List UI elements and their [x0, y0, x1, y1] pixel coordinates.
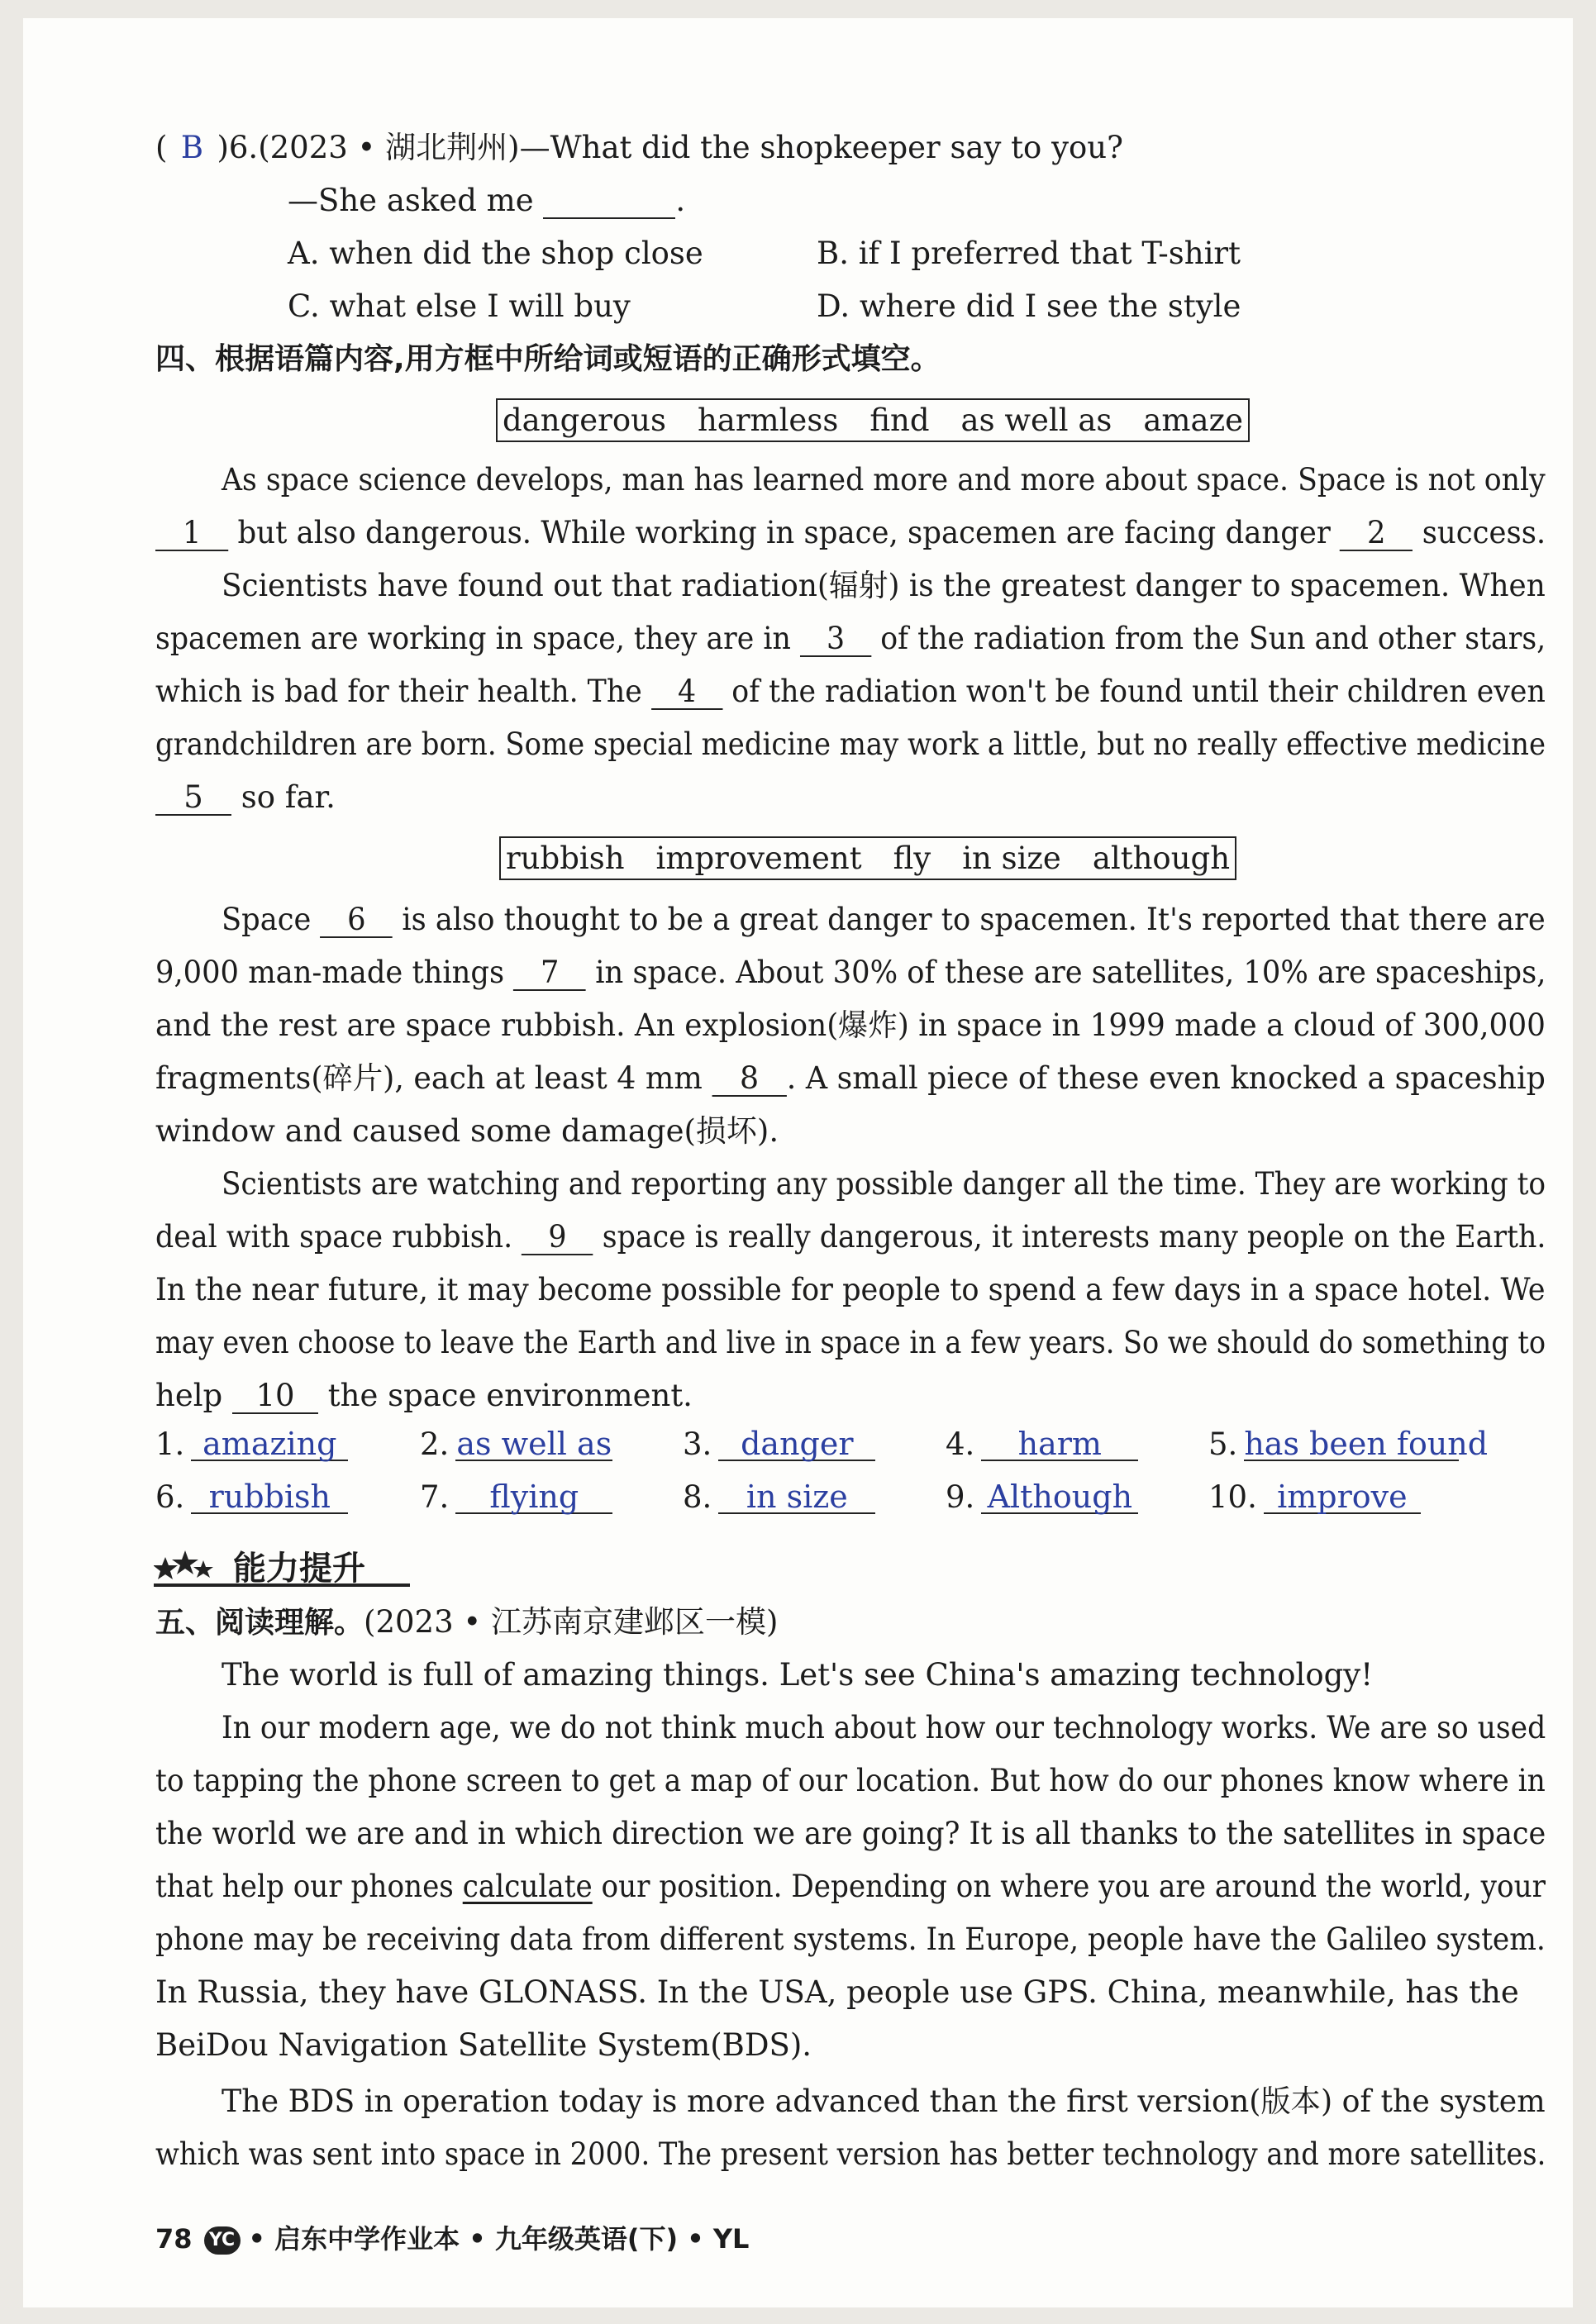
word-box-2-item: rubbish: [506, 841, 625, 876]
answer-text: in size: [718, 1481, 875, 1514]
section4-heading: 四、根据语篇内容,用方框中所给词或短语的正确形式填空。: [155, 342, 941, 376]
blank-7: 7: [513, 957, 586, 991]
answer-text: flying: [455, 1481, 612, 1514]
passage2-line: [155, 676, 1546, 710]
passage-text: 9,000 man-made things: [155, 955, 505, 990]
answer-6: [155, 1481, 348, 1514]
q6-answer: B: [180, 130, 204, 165]
reading-line: The BDS in operation today is more advanced than the first version(版本) of the system: [222, 2084, 1546, 2119]
reading-text: that help our phones: [155, 1869, 454, 1904]
passage-text: but also dangerous. While working in space, spacemen are facing danger: [237, 515, 1331, 550]
q6-number: 6.: [228, 130, 259, 165]
word-box-1-item: harmless: [697, 402, 839, 438]
answer-5: [1208, 1426, 1489, 1462]
reading-line: the world we are and in which direction we are going? It is all thanks to the satellites in space: [155, 1816, 1546, 1851]
answer-10: [1208, 1481, 1421, 1514]
blank-9: 9: [522, 1222, 593, 1255]
reading-line: to tapping the phone screen to get a map of our location. But how do our phones know where in: [155, 1763, 1546, 1798]
word-box-2-item: in size: [962, 841, 1061, 876]
answer-number: 10.: [1208, 1479, 1257, 1515]
reading-line: BeiDou Navigation Satellite System(BDS).: [155, 2027, 812, 2063]
passage2-line: grandchildren are born. Some special medicine may work a little, but no really effective medicine: [155, 726, 1546, 762]
q6-source: (2023 • 湖北荆州): [258, 130, 520, 165]
workbook-page: [23, 18, 1573, 2307]
answer-number: 8.: [683, 1479, 712, 1515]
passage3-line: [222, 904, 1546, 938]
answer-number: 9.: [946, 1479, 975, 1515]
passage2-line: [155, 779, 336, 816]
answer-text: rubbish: [191, 1481, 348, 1514]
passage-text: the space environment.: [327, 1378, 693, 1413]
passage-text: of the radiation from the Sun and other stars,: [880, 621, 1546, 656]
answer-text: amazing: [191, 1428, 348, 1461]
underlined-word: calculate: [462, 1869, 593, 1904]
q6-response-start: —She asked me: [288, 183, 534, 218]
answer-text: danger: [718, 1428, 875, 1461]
q6-blank: [543, 185, 675, 219]
passage3-line: and the rest are space rubbish. An explosion(爆炸) in space in 1999 made a cloud of 300,000: [155, 1007, 1546, 1043]
reading-line: phone may be receiving data from different systems. In Europe, people have the Galileo system.: [155, 1922, 1546, 1957]
page-number: 78: [155, 2223, 193, 2255]
passage-text: in space. About 30% of these are satellites, 10% are spaceships,: [595, 955, 1546, 990]
passage-text: of the radiation won't be found until their children even: [731, 674, 1546, 709]
reading-line: In Russia, they have GLONASS. In the USA, people use GPS. China, meanwhile, has the: [155, 1974, 1519, 2010]
q6-option-b: B. if I preferred that T-shirt: [817, 236, 1241, 271]
yc-logo-icon: YC: [204, 2226, 241, 2255]
passage3-line: [155, 1060, 1546, 1097]
passage-text: success.: [1422, 515, 1546, 550]
blank-3: 3: [800, 623, 871, 657]
passage-text: . A small piece of these even knocked a spaceship: [786, 1060, 1546, 1096]
passage3-line: window and caused some damage(损坏).: [155, 1113, 779, 1149]
passage4-line: Scientists are watching and reporting any possible danger all the time. They are working to: [222, 1166, 1546, 1202]
page-footer: [155, 2218, 749, 2256]
reading-line: which was sent into space in 2000. The present version has better technology and more satellites.: [155, 2136, 1546, 2172]
q6-open-paren: (: [155, 130, 168, 165]
blank-10: 10: [232, 1380, 318, 1414]
stars-icon: [154, 1541, 220, 1582]
blank-2: 2: [1340, 517, 1413, 551]
blank-4: 4: [651, 676, 722, 710]
passage-text: deal with space rubbish.: [155, 1219, 513, 1255]
answer-number: 5.: [1208, 1426, 1238, 1462]
passage3-line: [155, 957, 1546, 991]
answer-text: harm: [981, 1428, 1138, 1461]
passage2-line: [155, 623, 1546, 657]
passage-text: is also thought to be a great danger to spacemen. It's reported that there are: [402, 902, 1546, 937]
passage4-line: may even choose to leave the Earth and live in space in a few years. So we should do something to: [155, 1325, 1546, 1360]
reading-line: The world is full of amazing things. Let's see China's amazing technology!: [222, 1657, 1374, 1693]
answer-number: 7.: [420, 1479, 450, 1515]
passage-text: so far.: [241, 779, 336, 815]
passage-text: which is bad for their health. The: [155, 674, 642, 709]
word-box-1-item: dangerous: [503, 402, 666, 438]
word-box-2-item: fly: [893, 841, 931, 876]
answer-4: [946, 1428, 1138, 1461]
passage-text: space is really dangerous, it interests many people on the Earth.: [602, 1219, 1546, 1255]
answer-1: [155, 1428, 348, 1461]
answer-number: 4.: [946, 1426, 975, 1462]
passage4-line: [155, 1219, 1546, 1255]
passage4-line: In the near future, it may become possible for people to spend a few days in a space hotel. We: [155, 1272, 1546, 1307]
reading-text: our position. Depending on where you are around the world, your: [601, 1869, 1546, 1904]
word-box-1: [496, 398, 1250, 442]
q6-option-d: D. where did I see the style: [817, 288, 1241, 324]
passage-text: help: [155, 1378, 223, 1413]
answer-7: [420, 1481, 612, 1514]
answer-text: as well as: [456, 1426, 612, 1462]
answer-text: has been found: [1244, 1426, 1489, 1462]
blank-8: 8: [712, 1063, 786, 1097]
answer-text: improve: [1264, 1481, 1421, 1514]
q6-option-c: C. what else I will buy: [288, 288, 631, 324]
section5-source: (2023 • 江苏南京建邺区一模): [364, 1604, 779, 1640]
answer-number: 6.: [155, 1479, 185, 1515]
blank-6: 6: [321, 904, 393, 938]
word-box-2: [499, 836, 1236, 880]
q6-response-end: .: [675, 183, 686, 218]
section5-heading-line: [155, 1604, 779, 1640]
passage-text: spacemen are working in space, they are in: [155, 621, 791, 656]
passage-text: fragments(碎片), each at least 4 mm: [155, 1060, 703, 1096]
q6-close-paren: ): [217, 130, 229, 165]
blank-1: 1: [155, 517, 228, 551]
answer-number: 2.: [420, 1426, 450, 1462]
answer-8: [683, 1481, 875, 1514]
q6-question: —What did the shopkeeper say to you?: [519, 130, 1123, 165]
blank-5: 5: [155, 782, 231, 816]
answer-number: 1.: [155, 1426, 185, 1462]
answer-text: Although: [981, 1481, 1138, 1514]
passage1-line: As space science develops, man has learned more and more about space. Space is not only: [222, 462, 1546, 498]
word-box-1-item: as well as: [960, 402, 1112, 438]
word-box-1-item: find: [869, 402, 930, 438]
footer-text: • 启东中学作业本 • 九年级英语(下) • YL: [248, 2223, 750, 2255]
q6-question-line: [155, 132, 1123, 163]
answer-2: [420, 1428, 612, 1461]
q6-response-line: [288, 185, 685, 219]
passage2-line: Scientists have found out that radiation(辐射) is the greatest danger to spacemen. When: [222, 568, 1546, 603]
word-box-2-item: although: [1092, 841, 1231, 876]
word-box-2-item: improvement: [655, 841, 862, 876]
answer-number: 3.: [683, 1426, 712, 1462]
passage4-line: [155, 1380, 693, 1414]
ability-title: 能力提升: [233, 1550, 365, 1588]
reading-line: In our modern age, we do not think much about how our technology works. We are so used: [222, 1710, 1546, 1745]
passage1-line: [155, 517, 1546, 551]
section5-heading: 五、阅读理解。: [155, 1606, 364, 1640]
passage-text: Space: [222, 902, 312, 937]
q6-option-a: A. when did the shop close: [288, 236, 703, 271]
word-box-1-item: amaze: [1143, 402, 1243, 438]
answer-3: [683, 1428, 875, 1461]
ability-badge: [154, 1539, 410, 1587]
reading-line: [155, 1871, 1546, 1902]
answer-9: [946, 1481, 1138, 1514]
